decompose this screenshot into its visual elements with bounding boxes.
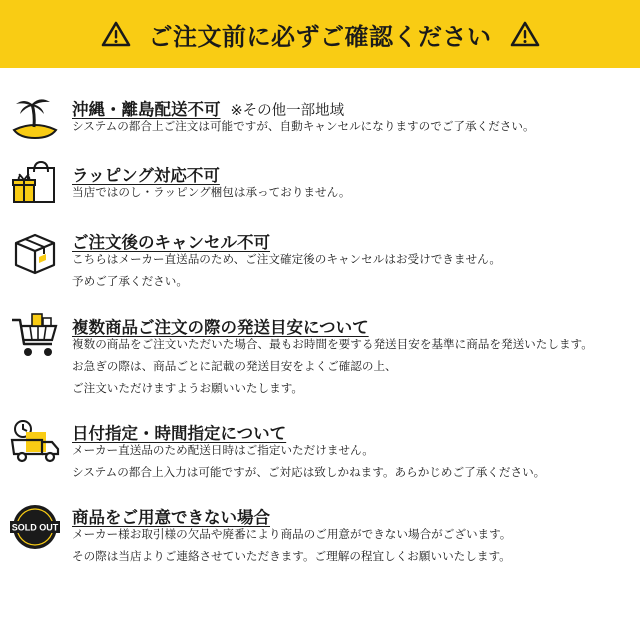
- section-heading: ラッピング対応不可: [72, 166, 220, 185]
- warning-triangle-icon: [101, 20, 131, 48]
- delivery-truck-icon: [10, 418, 60, 468]
- body-line: システムの都合上入力は可能ですが、ご対応は致しかねます。あらかじめご了承ください。: [72, 465, 546, 479]
- sold-out-label: SOLD OUT: [11, 522, 59, 533]
- body-line: その際は当店よりご連絡させていただきます。ご理解の程宜しくお願いいたします。: [72, 549, 511, 563]
- body-line: 当店ではのし・ラッピング梱包は承っておりません。: [72, 185, 351, 199]
- body-line: 複数の商品をご注文いただいた場合、最もお時間を要する発送目安を基準に商品を発送いたします。: [72, 337, 593, 351]
- body-line: ご注文いただけますようお願いいたします。: [72, 381, 303, 395]
- section-body: [72, 439, 634, 483]
- box-icon: [10, 227, 60, 277]
- island-palm-icon: [10, 94, 60, 144]
- body-line: こちらはメーカー直送品のため、ご注文確定後のキャンセルはお受けできません。: [72, 252, 501, 266]
- banner-title: ご注文前に必ずご確認ください: [148, 22, 492, 51]
- warning-banner: [0, 0, 640, 68]
- sold-out-icon: [10, 502, 60, 552]
- body-line: メーカー直送品のため配送日時はご指定いただけません。: [72, 443, 374, 457]
- heading-note: ※その他一部地域: [230, 103, 345, 119]
- section-heading: 日付指定・時間指定について: [72, 424, 287, 443]
- section-body: [72, 248, 634, 292]
- section-heading: 複数商品ご注文の際の発送目安について: [72, 318, 369, 337]
- section-body: [72, 115, 634, 137]
- heading-text: 沖縄・離島配送不可: [72, 100, 221, 119]
- section-body: [72, 181, 634, 203]
- section-heading: ご注文後のキャンセル不可: [72, 233, 270, 252]
- body-line: メーカー様お取引様の欠品や廃番により商品のご用意ができない場合がございます。: [72, 527, 512, 541]
- section-body: [72, 523, 634, 567]
- section-heading: 商品をご用意できない場合: [72, 508, 270, 527]
- warning-triangle-icon: [510, 20, 540, 48]
- body-line: システムの都合上ご注文は可能ですが、自動キャンセルになりますのでご了承ください。: [72, 119, 535, 133]
- body-line: お急ぎの際は、商品ごとに記載の発送目安をよくご確認の上、: [72, 359, 397, 373]
- shopping-cart-icon: [10, 312, 60, 362]
- body-line: 予めご了承ください。: [72, 274, 188, 288]
- section-body: [72, 333, 634, 399]
- gift-bag-icon: [10, 158, 60, 208]
